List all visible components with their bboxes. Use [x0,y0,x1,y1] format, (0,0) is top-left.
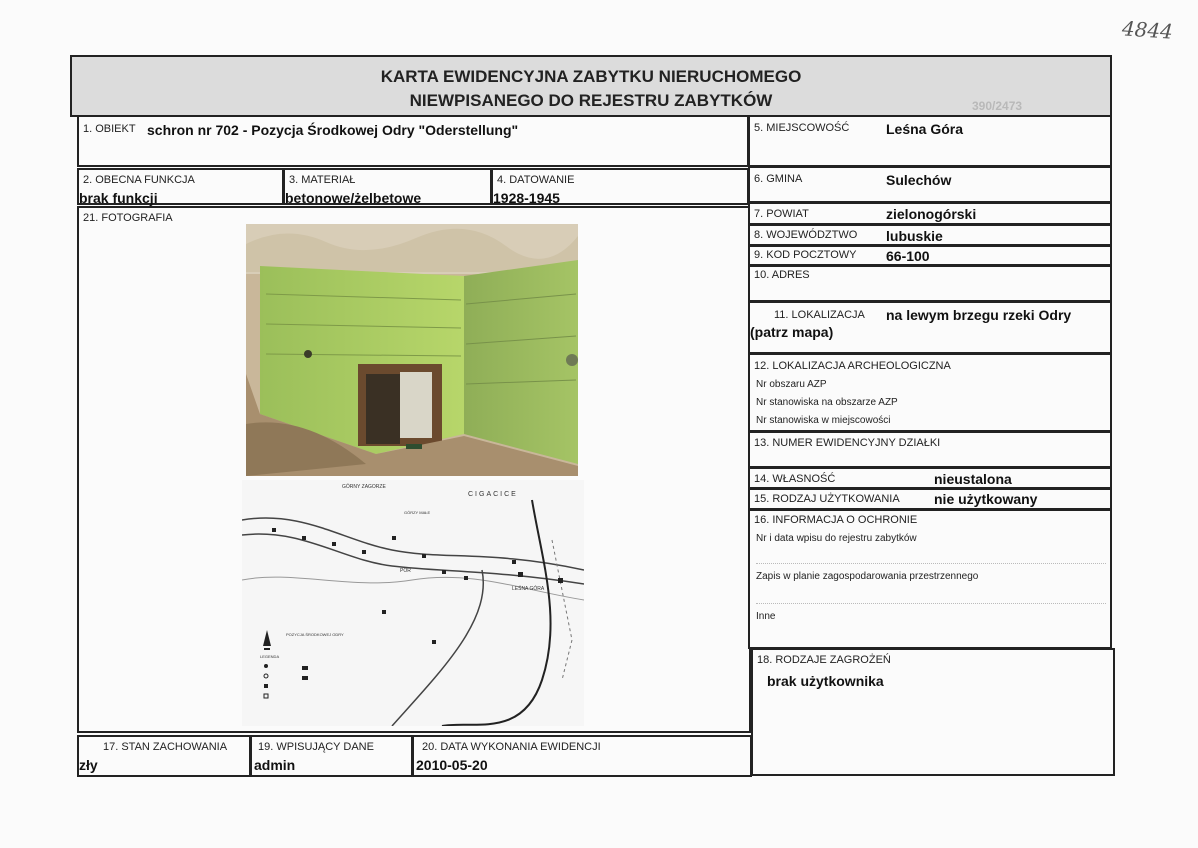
location-map [242,480,584,726]
map-label-3: LEŚNA GÓRA [512,586,545,592]
powiat-label: 7. POWIAT [754,208,809,220]
material-label: 3. MATERIAŁ [289,174,356,186]
lokalizacja-label: 11. LOKALIZACJA [774,309,865,321]
field-adres [748,265,1112,302]
ghost-number: 390/2473 [972,99,1023,113]
field-kod-pocztowy [748,245,1112,266]
funkcja-label: 2. OBECNA FUNKCJA [83,174,195,186]
gmina-label: 6. GMINA [754,173,803,185]
dotted-divider [756,603,1106,604]
field-wlasnosc [748,467,1112,489]
kod-value: 66-100 [886,248,930,264]
obiekt-label: 1. OBIEKT [83,123,136,135]
field-funkcja [77,168,284,205]
kod-label: 9. KOD POCZTOWY [754,249,857,261]
wojewodztwo-value: lubuskie [886,228,943,244]
fotografia-label: 21. FOTOGRAFIA [83,212,173,224]
bunker-photo [246,224,578,476]
ochrona-line-rejestr: Nr i data wpisu do rejestru zabytków [756,533,917,544]
gmina-value: Sulechów [886,172,952,188]
field-datowanie [491,168,749,205]
field-informacja-o-ochronie [748,509,1112,649]
uzytkowanie-value: nie użytkowany [934,491,1038,507]
uzytkowanie-label: 15. RODZAJ UŻYTKOWANIA [754,493,900,505]
map-label-0: GÓRNY ZAGORZE [342,484,386,490]
miejscowosc-value: Leśna Góra [886,121,964,137]
wlasnosc-value: nieustalona [934,471,1012,487]
field-miejscowosc [748,115,1112,167]
lokalizacja-value: na lewym brzegu rzeki Odry [886,307,1072,323]
obiekt-value: schron nr 702 - Pozycja Środkowej Odry "Oderstellung" [147,122,519,138]
wlasnosc-label: 14. WŁASNOŚĆ [754,473,836,485]
field-lokalizacja [748,301,1112,354]
map-label-6: LEGENDA [260,654,280,659]
ochrona-label: 16. INFORMACJA O OCHRONIE [754,514,918,526]
field-data-ewidencji [412,735,752,777]
powiat-value: zielonogórski [886,206,977,222]
archeo-line-azp: Nr obszaru AZP [756,379,827,390]
zagrozenia-label: 18. RODZAJE ZAGROŻEŃ [757,654,891,666]
field-stan-zachowania [77,735,251,777]
field-obiekt [77,115,749,167]
datowanie-label: 4. DATOWANIE [497,174,575,186]
field-gmina [748,166,1112,203]
lokalizacja-note: (patrz mapa) [750,324,834,340]
stan-value: zły [79,757,98,773]
wpisujacy-value: admin [254,757,296,773]
miejscowosc-label: 5. MIEJSCOWOŚĆ [754,122,850,134]
wojewodztwo-label: 8. WOJEWÓDZTWO [754,229,858,241]
field-rodzaj-uzytkowania [748,488,1112,510]
wpisujacy-label: 19. WPISUJĄCY DANE [258,741,374,753]
field-powiat [748,202,1112,225]
field-wojewodztwo [748,224,1112,246]
archeo-line-stanowisko-miejscowosc: Nr stanowiska w miejscowości [756,415,891,426]
stan-label: 17. STAN ZACHOWANIA [103,741,228,753]
ochrona-line-plan: Zapis w planie zagospodarowania przestrzennego [756,571,979,582]
data-ewidencji-label: 20. DATA WYKONANIA EWIDENCJI [422,741,601,753]
field-numer-dzialki [748,431,1112,468]
field-material [283,168,492,205]
map-label-4: POR [400,568,411,574]
dzialka-label: 13. NUMER EWIDENCYJNY DZIAŁKI [754,437,941,449]
data-ewidencji-value: 2010-05-20 [416,757,488,773]
dotted-divider [756,563,1106,564]
adres-label: 10. ADRES [754,269,810,281]
ochrona-line-inne: Inne [756,611,776,622]
map-label-1: CIGACICE [468,491,518,498]
archeo-label: 12. LOKALIZACJA ARCHEOLOGICZNA [754,360,951,372]
handwritten-note: 4844 [1121,16,1174,44]
funkcja-value: brak funkcji [79,190,158,206]
title-line-1: KARTA EWIDENCYJNA ZABYTKU NIERUCHOMEGO [380,67,802,86]
datowanie-value: 1928-1945 [493,190,560,206]
title-line-2: NIEWPISANEGO DO REJESTRU ZABYTKÓW [409,91,773,110]
card-header [70,55,1112,117]
map-label-2: GÓRZY MAŁE [404,510,431,515]
archeo-line-stanowisko-azp: Nr stanowiska na obszarze AZP [756,397,898,408]
field-lokalizacja-archeologiczna [748,353,1112,432]
field-wpisujacy [250,735,413,777]
field-zagrozenia [751,648,1115,776]
map-label-5: POZYCJA ŚRODKOWEJ ODRY [286,632,344,637]
material-value: betonowe/żelbetowe [285,190,422,206]
zagrozenia-value: brak użytkownika [767,673,884,689]
